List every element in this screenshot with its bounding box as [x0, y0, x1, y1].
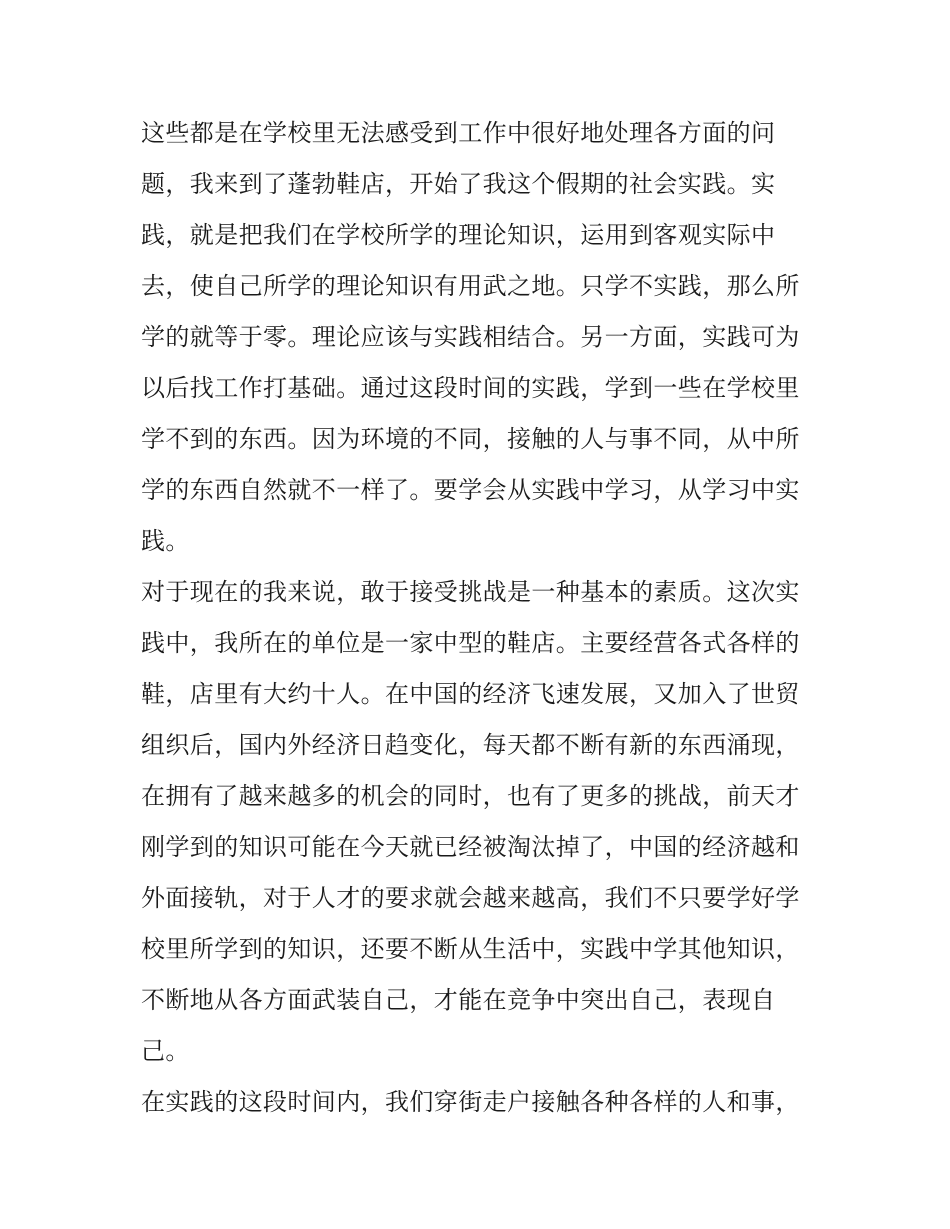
text-line: 组织后，国内外经济日趋变化，每天都不断有新的东西涌现，: [141, 731, 800, 759]
text-line: 以后找工作打基础。通过这段时间的实践，学到一些在学校里: [141, 374, 800, 402]
text-line: 对于现在的我来说，敢于接受挑战是一种基本的素质。这次实: [141, 578, 800, 606]
text-line: 践中，我所在的单位是一家中型的鞋店。主要经营各式各样的: [141, 629, 800, 657]
text-line: 学的就等于零。理论应该与实践相结合。另一方面，实践可为: [141, 323, 800, 351]
text-line: 不断地从各方面武装自己，才能在竞争中突出自己，表现自: [141, 986, 776, 1014]
text-line: 在实践的这段时间内，我们穿街走户接触各种各样的人和事，: [141, 1088, 800, 1116]
text-line: 己。: [141, 1037, 190, 1065]
text-line: 刚学到的知识可能在今天就已经被淘汰掉了，中国的经济越和: [141, 833, 800, 861]
text-line: 践。: [141, 527, 190, 555]
text-line: 学的东西自然就不一样了。要学会从实践中学习，从学习中实: [141, 476, 800, 504]
text-line: 去，使自己所学的理论知识有用武之地。只学不实践，那么所: [141, 272, 800, 300]
text-line: 鞋，店里有大约十人。在中国的经济飞速发展，又加入了世贸: [141, 680, 800, 708]
text-line: 外面接轨，对于人才的要求就会越来越高，我们不只要学好学: [141, 884, 800, 912]
body-text: [141, 108, 821, 1128]
paragraph: [141, 1077, 821, 1128]
text-line: 践，就是把我们在学校所学的理论知识，运用到客观实际中: [141, 221, 776, 249]
text-line: 这些都是在学校里无法感受到工作中很好地处理各方面的问: [141, 119, 776, 147]
text-line: 校里所学到的知识，还要不断从生活中，实践中学其他知识，: [141, 935, 800, 963]
paragraph: [141, 108, 821, 567]
paragraph: [141, 567, 821, 1077]
text-line: 学不到的东西。因为环境的不同，接触的人与事不同，从中所: [141, 425, 800, 453]
text-line: 在拥有了越来越多的机会的同时，也有了更多的挑战，前天才: [141, 782, 800, 810]
text-line: 题，我来到了蓬勃鞋店，开始了我这个假期的社会实践。实: [141, 170, 776, 198]
